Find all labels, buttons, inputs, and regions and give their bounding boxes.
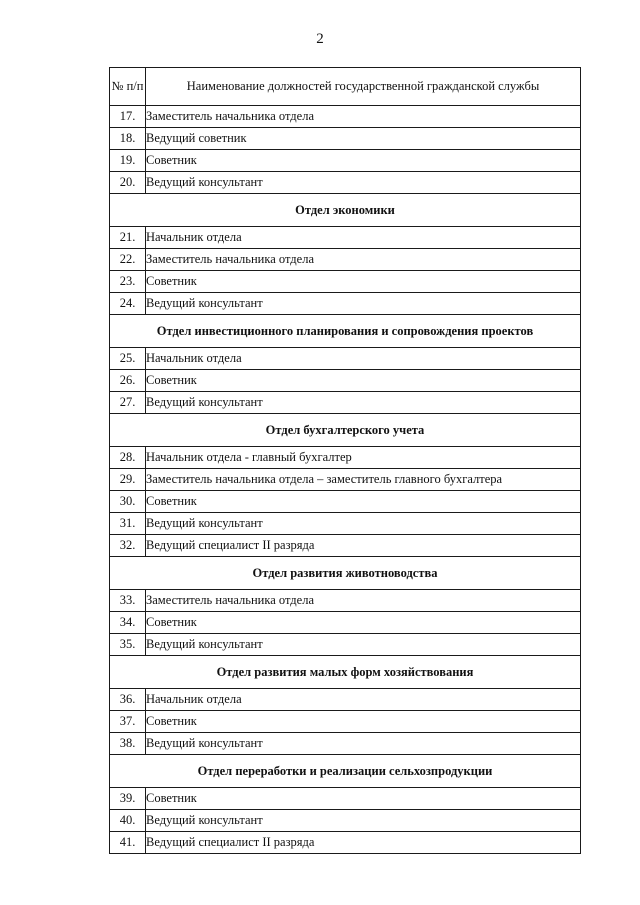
- position-name: Советник: [146, 370, 581, 392]
- table-row: [110, 711, 581, 733]
- row-number: 24.: [110, 293, 146, 315]
- section-header-row: [110, 315, 581, 348]
- position-name: Советник: [146, 271, 581, 293]
- table-row: [110, 392, 581, 414]
- table-row: [110, 128, 581, 150]
- table-row: [110, 249, 581, 271]
- position-name: Советник: [146, 491, 581, 513]
- table-row: [110, 788, 581, 810]
- position-name: Советник: [146, 150, 581, 172]
- section-title: Отдел инвестиционного планирования и сопровождения проектов: [110, 315, 581, 348]
- section-header-row: [110, 656, 581, 689]
- row-number: 22.: [110, 249, 146, 271]
- position-name: Ведущий консультант: [146, 733, 581, 755]
- table-row: [110, 271, 581, 293]
- row-number: 23.: [110, 271, 146, 293]
- positions-table: [109, 67, 581, 854]
- row-number: 28.: [110, 447, 146, 469]
- row-number: 33.: [110, 590, 146, 612]
- row-number: 18.: [110, 128, 146, 150]
- section-title: Отдел развития животноводства: [110, 557, 581, 590]
- row-number: 37.: [110, 711, 146, 733]
- header-position-name: Наименование должностей государственной гражданской службы: [146, 68, 581, 106]
- row-number: 40.: [110, 810, 146, 832]
- section-title: Отдел бухгалтерского учета: [110, 414, 581, 447]
- row-number: 17.: [110, 106, 146, 128]
- position-name: Заместитель начальника отдела: [146, 590, 581, 612]
- table-row: [110, 491, 581, 513]
- row-number: 35.: [110, 634, 146, 656]
- position-name: Ведущий консультант: [146, 810, 581, 832]
- section-header-row: [110, 414, 581, 447]
- position-name: Начальник отдела: [146, 348, 581, 370]
- row-number: 26.: [110, 370, 146, 392]
- row-number: 30.: [110, 491, 146, 513]
- table-row: [110, 634, 581, 656]
- table-row: [110, 106, 581, 128]
- row-number: 41.: [110, 832, 146, 854]
- section-title: Отдел переработки и реализации сельхозпродукции: [110, 755, 581, 788]
- position-name: Начальник отдела - главный бухгалтер: [146, 447, 581, 469]
- row-number: 39.: [110, 788, 146, 810]
- section-header-row: [110, 194, 581, 227]
- position-name: Начальник отдела: [146, 689, 581, 711]
- table-row: [110, 293, 581, 315]
- section-header-row: [110, 557, 581, 590]
- header-number-text: № п/п: [111, 79, 144, 94]
- table-row: [110, 612, 581, 634]
- row-number: 38.: [110, 733, 146, 755]
- position-name: Ведущий консультант: [146, 293, 581, 315]
- row-number: 34.: [110, 612, 146, 634]
- table-row: [110, 447, 581, 469]
- position-name: Советник: [146, 612, 581, 634]
- row-number: 31.: [110, 513, 146, 535]
- position-name: Ведущий специалист II разряда: [146, 832, 581, 854]
- position-name: Заместитель начальника отдела: [146, 106, 581, 128]
- row-number: 36.: [110, 689, 146, 711]
- section-title: Отдел экономики: [110, 194, 581, 227]
- table-body: [110, 106, 581, 854]
- position-name: Заместитель начальника отдела – заместитель главного бухгалтера: [146, 469, 581, 491]
- table-row: [110, 227, 581, 249]
- table-row: [110, 370, 581, 392]
- table-row: [110, 832, 581, 854]
- position-name: Ведущий консультант: [146, 634, 581, 656]
- page-number: 2: [316, 31, 324, 47]
- position-name: Начальник отдела: [146, 227, 581, 249]
- position-name: Ведущий консультант: [146, 513, 581, 535]
- row-number: 29.: [110, 469, 146, 491]
- row-number: 25.: [110, 348, 146, 370]
- table-row: [110, 172, 581, 194]
- position-name: Заместитель начальника отдела: [146, 249, 581, 271]
- position-name: Ведущий специалист II разряда: [146, 535, 581, 557]
- table-header-row: [110, 68, 581, 106]
- table-row: [110, 469, 581, 491]
- position-name: Ведущий советник: [146, 128, 581, 150]
- table-row: [110, 810, 581, 832]
- row-number: 21.: [110, 227, 146, 249]
- row-number: 32.: [110, 535, 146, 557]
- table-row: [110, 733, 581, 755]
- position-name: Ведущий консультант: [146, 392, 581, 414]
- table-row: [110, 590, 581, 612]
- position-name: Ведущий консультант: [146, 172, 581, 194]
- table-row: [110, 689, 581, 711]
- section-title: Отдел развития малых форм хозяйствования: [110, 656, 581, 689]
- row-number: 27.: [110, 392, 146, 414]
- header-number: [110, 68, 146, 106]
- position-name: Советник: [146, 711, 581, 733]
- table-row: [110, 513, 581, 535]
- row-number: 20.: [110, 172, 146, 194]
- position-name: Советник: [146, 788, 581, 810]
- section-header-row: [110, 755, 581, 788]
- table-row: [110, 150, 581, 172]
- table-row: [110, 348, 581, 370]
- row-number: 19.: [110, 150, 146, 172]
- table-row: [110, 535, 581, 557]
